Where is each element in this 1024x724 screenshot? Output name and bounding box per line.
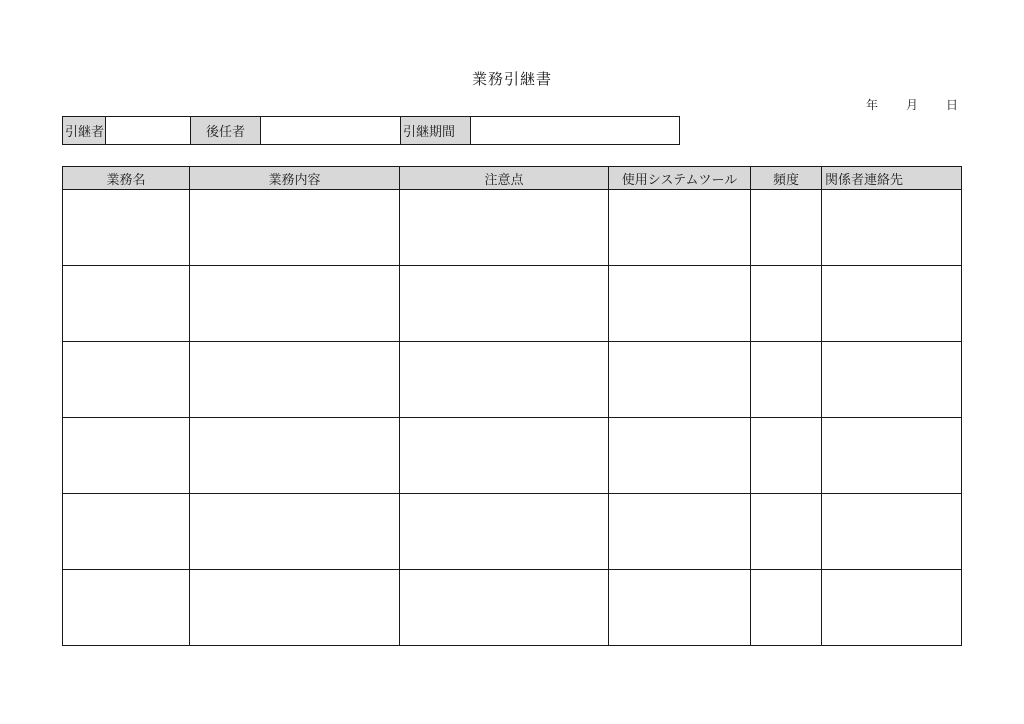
cell-systems-tools[interactable] bbox=[609, 418, 751, 494]
header-task-content: 業務内容 bbox=[190, 167, 400, 190]
cell-frequency[interactable] bbox=[751, 494, 822, 570]
cell-task-name[interactable] bbox=[63, 266, 190, 342]
table-row bbox=[63, 418, 962, 494]
cell-task-name[interactable] bbox=[63, 190, 190, 266]
header-systems-tools: 使用システムツール bbox=[609, 167, 751, 190]
table-row bbox=[63, 494, 962, 570]
predecessor-field[interactable] bbox=[106, 117, 191, 144]
date-year: 年 bbox=[866, 98, 879, 112]
cell-frequency[interactable] bbox=[751, 418, 822, 494]
cell-frequency[interactable] bbox=[751, 266, 822, 342]
cell-notes[interactable] bbox=[400, 570, 609, 646]
handover-info-row bbox=[62, 116, 680, 145]
cell-contacts[interactable] bbox=[822, 266, 962, 342]
predecessor-label: 引継者 bbox=[63, 117, 106, 144]
cell-systems-tools[interactable] bbox=[609, 494, 751, 570]
header-frequency: 頻度 bbox=[751, 167, 822, 190]
table-row bbox=[63, 342, 962, 418]
cell-notes[interactable] bbox=[400, 418, 609, 494]
cell-task-name[interactable] bbox=[63, 342, 190, 418]
table-row bbox=[63, 266, 962, 342]
successor-label: 後任者 bbox=[191, 117, 261, 144]
handover-period-label: 引継期間 bbox=[401, 117, 471, 144]
header-notes: 注意点 bbox=[400, 167, 609, 190]
cell-notes[interactable] bbox=[400, 342, 609, 418]
cell-task-content[interactable] bbox=[190, 342, 400, 418]
table-header-row bbox=[63, 167, 962, 190]
cell-contacts[interactable] bbox=[822, 570, 962, 646]
handover-table bbox=[62, 166, 962, 646]
cell-task-content[interactable] bbox=[190, 418, 400, 494]
cell-frequency[interactable] bbox=[751, 570, 822, 646]
successor-field[interactable] bbox=[261, 117, 401, 144]
cell-notes[interactable] bbox=[400, 494, 609, 570]
date-day: 日 bbox=[946, 98, 959, 112]
cell-notes[interactable] bbox=[400, 266, 609, 342]
cell-task-name[interactable] bbox=[63, 494, 190, 570]
header-contacts: 関係者連絡先 bbox=[822, 167, 962, 190]
document-title: 業務引継書 bbox=[471, 70, 552, 88]
cell-contacts[interactable] bbox=[822, 190, 962, 266]
cell-systems-tools[interactable] bbox=[609, 190, 751, 266]
cell-task-name[interactable] bbox=[63, 418, 190, 494]
table-row bbox=[63, 570, 962, 646]
table-row bbox=[63, 190, 962, 266]
cell-contacts[interactable] bbox=[822, 342, 962, 418]
cell-systems-tools[interactable] bbox=[609, 342, 751, 418]
cell-task-content[interactable] bbox=[190, 190, 400, 266]
cell-task-name[interactable] bbox=[63, 570, 190, 646]
handover-period-field[interactable] bbox=[471, 117, 679, 144]
date-month: 月 bbox=[906, 98, 919, 112]
cell-frequency[interactable] bbox=[751, 190, 822, 266]
cell-contacts[interactable] bbox=[822, 418, 962, 494]
header-task-name: 業務名 bbox=[63, 167, 190, 190]
cell-contacts[interactable] bbox=[822, 494, 962, 570]
cell-notes[interactable] bbox=[400, 190, 609, 266]
cell-task-content[interactable] bbox=[190, 494, 400, 570]
cell-systems-tools[interactable] bbox=[609, 570, 751, 646]
cell-task-content[interactable] bbox=[190, 570, 400, 646]
cell-frequency[interactable] bbox=[751, 342, 822, 418]
cell-systems-tools[interactable] bbox=[609, 266, 751, 342]
cell-task-content[interactable] bbox=[190, 266, 400, 342]
